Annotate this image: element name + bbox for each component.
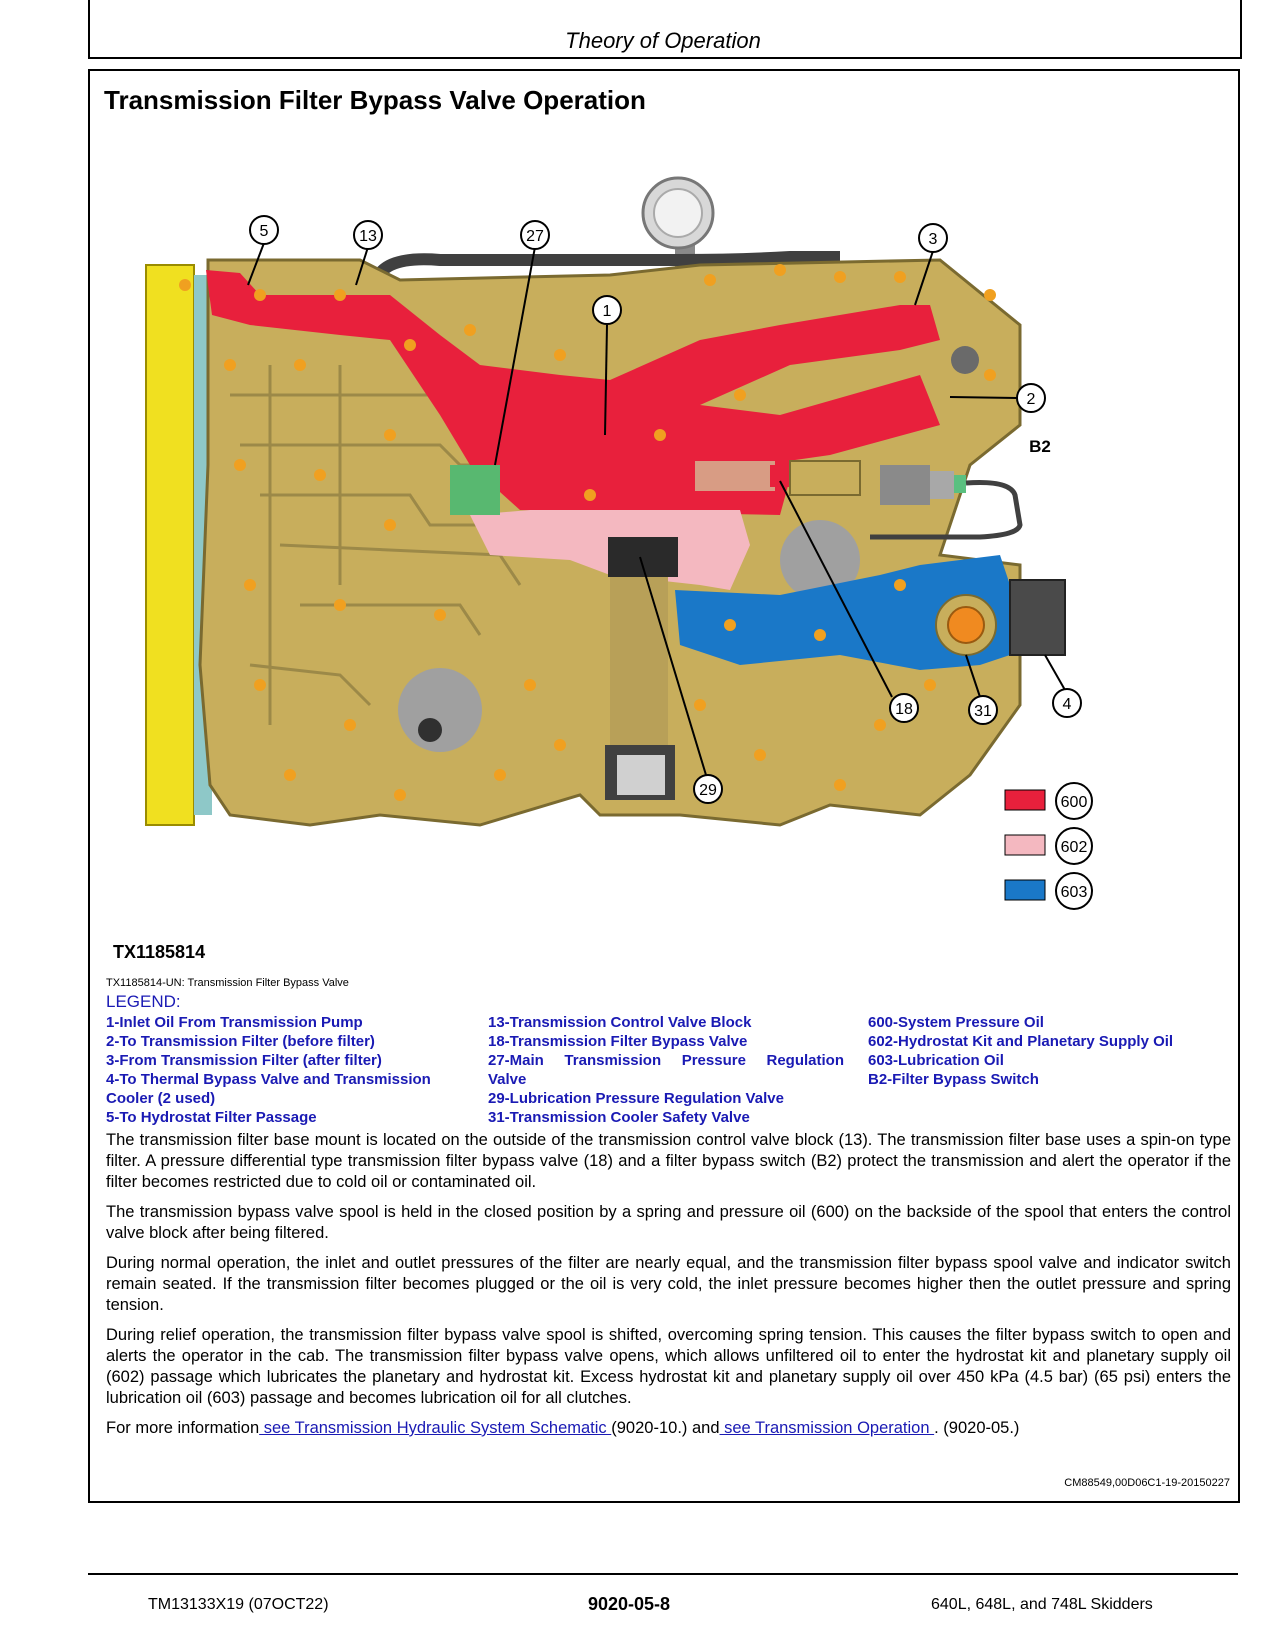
svg-text:18: 18 <box>895 701 913 718</box>
footer-manual-id: TM13133X19 (07OCT22) <box>148 1596 329 1613</box>
svg-text:1: 1 <box>602 303 612 320</box>
callout-27 <box>521 221 549 249</box>
legend-item: 29-Lubrication Pressure Regulation Valve <box>488 1090 784 1107</box>
legend-item: 13-Transmission Control Valve Block <box>488 1014 752 1031</box>
color-key <box>1005 783 1092 909</box>
key-600 <box>1005 783 1092 819</box>
svg-text:3: 3 <box>928 231 938 248</box>
legend-item: 18-Transmission Filter Bypass Valve <box>488 1033 748 1050</box>
svg-text:4: 4 <box>1062 696 1072 713</box>
key-602 <box>1005 828 1092 864</box>
callout-b2 <box>1029 437 1051 456</box>
lubrication-regulation-valve <box>605 537 678 800</box>
more-info-ref-2: . (9020-05.) <box>934 1419 1020 1437</box>
legend-column-1 <box>106 1013 466 1127</box>
paragraph: The transmission bypass valve spool is held in the closed position by a spring and pressure oil (600) on the backside of the spool that enters the control valve block after being filtered. <box>106 1203 1231 1242</box>
footer-page-number: 9020-05-8 <box>588 1594 671 1614</box>
paragraph: During normal operation, the inlet and outlet pressures of the filter are nearly equal, and the transmission filter bypass spool valve and indicator switch remain seated. If the transmission filter becomes plugged or the oil is very cold, the inlet pressure becomes higher then the outlet pressure and spring tension. <box>106 1254 1231 1314</box>
callout-3 <box>919 224 947 252</box>
svg-text:13: 13 <box>359 228 377 245</box>
legend-item: 603-Lubrication Oil <box>868 1052 1004 1069</box>
svg-text:603: 603 <box>1060 884 1088 901</box>
valve-block-illustration <box>140 165 1150 925</box>
legend-item: Cooler (2 used) <box>106 1090 216 1107</box>
legend-item: 5-To Hydrostat Filter Passage <box>106 1109 317 1126</box>
section-header: Theory of Operation <box>565 28 761 53</box>
legend-item: 600-System Pressure Oil <box>868 1014 1044 1031</box>
legend-column-3 <box>868 1013 1228 1089</box>
legend-item: 3-From Transmission Filter (after filter) <box>106 1052 382 1069</box>
key-603 <box>1005 873 1092 909</box>
svg-text:5: 5 <box>259 223 269 240</box>
link-transmission-operation[interactable]: see Transmission Operation <box>719 1419 935 1437</box>
paragraph-more-info <box>106 1418 1231 1439</box>
more-info-prefix: For more information <box>106 1419 260 1437</box>
paragraph: The transmission filter base mount is located on the outside of the transmission control valve block (13). The transmission filter base uses a spin-on type filter. A pressure differential type transmission filter bypass valve (18) and a filter bypass switch (B2) protect the transmission and alert the operator if the filter becomes restricted due to cold oil or contaminated oil. <box>106 1131 1231 1191</box>
legend-item: 31-Transmission Cooler Safety Valve <box>488 1109 750 1126</box>
svg-text:B2: B2 <box>1029 437 1051 456</box>
footer-models: 640L, 648L, and 748L Skidders <box>931 1596 1153 1613</box>
legend-column-2 <box>488 1013 844 1127</box>
legend-heading: LEGEND: <box>106 992 181 1011</box>
figure-caption: TX1185814-UN: Transmission Filter Bypass Valve <box>106 977 349 989</box>
yellow-manifold <box>146 265 194 825</box>
svg-text:27: 27 <box>526 228 544 245</box>
callout-5 <box>250 216 278 244</box>
document-reference: CM88549,00D06C1-19-20150227 <box>1064 1477 1230 1489</box>
callout-2 <box>1017 384 1045 412</box>
callout-29 <box>694 775 722 803</box>
legend-item: Valve <box>488 1071 527 1088</box>
legend-item: 2-To Transmission Filter (before filter) <box>106 1033 375 1050</box>
svg-text:29: 29 <box>699 782 717 799</box>
legend-item: 27-Main Transmission Pressure Regulation <box>488 1052 844 1069</box>
bottom-rule <box>88 1573 1238 1575</box>
legend-item: 1-Inlet Oil From Transmission Pump <box>106 1014 363 1031</box>
callout-1 <box>593 296 621 324</box>
callout-4 <box>1053 689 1081 717</box>
legend-item: 602-Hydrostat Kit and Planetary Supply Oil <box>868 1033 1174 1050</box>
green-valve-part <box>450 465 500 515</box>
svg-text:2: 2 <box>1026 391 1036 408</box>
figure-id: TX1185814 <box>113 942 206 962</box>
paragraph: During relief operation, the transmission filter bypass valve spool is shifted, overcoming spring tension. This causes the filter bypass switch to open and alerts the operator in the cab. The transmission filter bypass valve opens, which allows unfiltered oil to enter the hydrostat kit and planetary supply oil (602) passage which lubricates the planetary and hydrostat kit. Excess hydrostat kit and planetary supply oil over 450 kPa (4.5 bar) (65 psi) enters the lubrication oil (603) passage and becomes lubrication oil for all clutches. <box>106 1326 1231 1407</box>
cooler-safety-valve <box>936 595 996 655</box>
callout-18 <box>890 694 918 722</box>
callout-31 <box>969 696 997 724</box>
body-text <box>106 1130 1231 1448</box>
link-hydraulic-schematic[interactable]: see Transmission Hydraulic System Schematic <box>259 1419 612 1437</box>
svg-text:31: 31 <box>974 703 992 720</box>
legend-item: B2-Filter Bypass Switch <box>868 1071 1039 1088</box>
callout-13 <box>354 221 382 249</box>
more-info-ref-1: (9020-10.) and <box>611 1419 720 1437</box>
page-title: Transmission Filter Bypass Valve Operation <box>104 85 646 115</box>
cooler-connector <box>1010 580 1065 655</box>
svg-text:600: 600 <box>1060 794 1088 811</box>
svg-text:602: 602 <box>1060 839 1088 856</box>
legend-item: 4-To Thermal Bypass Valve and Transmission <box>106 1071 431 1088</box>
